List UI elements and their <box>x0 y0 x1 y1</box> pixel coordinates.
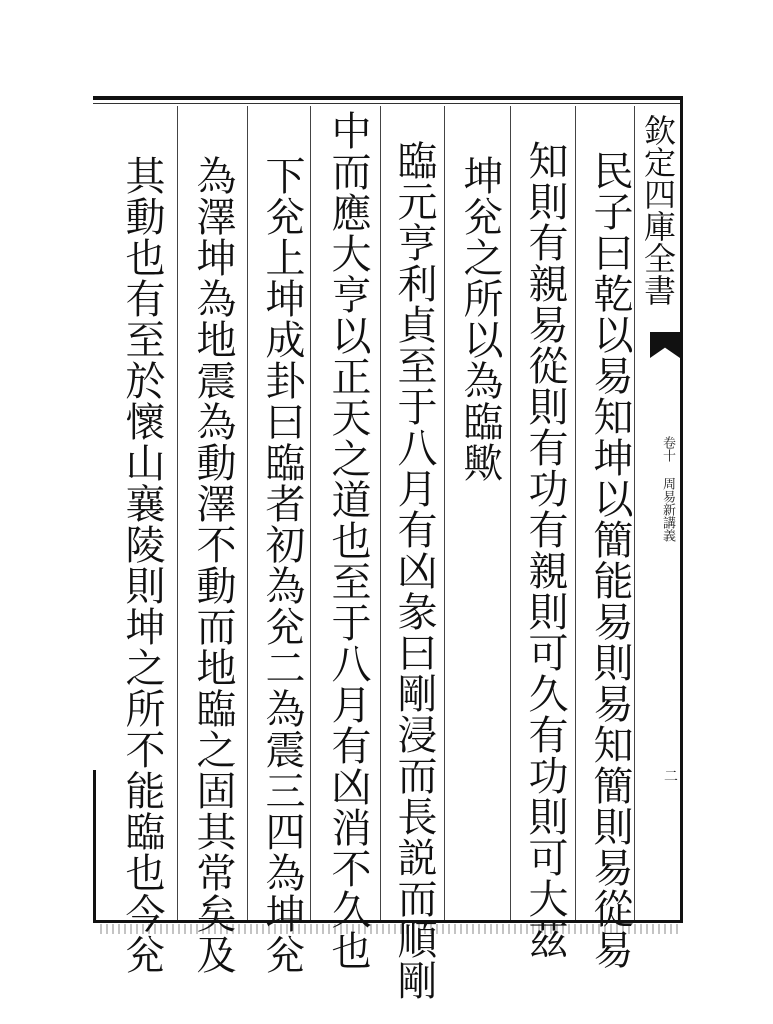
text-column-1: 民子曰乾以易知坤以簡能易則易知簡則易從易 <box>587 150 633 970</box>
text-column-5: 中而應大亨以正天之道也至于八月有凶消不久也 <box>325 110 371 971</box>
column-divider <box>510 106 511 920</box>
top-border-inner <box>93 103 683 104</box>
text-column-4: 臨元亨利貞至于八月有凶彖曰剛浸而長説而順剛 <box>391 140 437 1001</box>
top-border <box>93 96 683 100</box>
volume-label: 卷十 周易新講義 <box>660 436 675 542</box>
column-divider <box>380 106 381 920</box>
column-divider <box>177 106 178 920</box>
fishtail-mark-icon <box>650 332 680 358</box>
right-border <box>680 96 683 922</box>
page-margin <box>634 106 680 920</box>
text-column-7: 為澤坤為地震為動澤不動而地臨之固其常矣及 <box>190 155 236 975</box>
text-column-2: 知則有親易從則有功有親則可久有功則可大茲 <box>522 140 568 960</box>
left-border <box>93 770 96 922</box>
text-column-8: 其動也有至於懷山襄陵則坤之所不能臨也今兊 <box>119 155 165 975</box>
book-title: 欽定四庫全書 <box>639 114 677 306</box>
column-divider <box>575 106 576 920</box>
text-column-3: 坤兊之所以為臨歟 <box>457 155 503 483</box>
column-divider <box>247 106 248 920</box>
column-divider <box>444 106 445 920</box>
text-column-6: 下兊上坤成卦曰臨者初為兊二為震三四為坤兊 <box>259 155 305 975</box>
page-number: 二 <box>664 769 678 785</box>
